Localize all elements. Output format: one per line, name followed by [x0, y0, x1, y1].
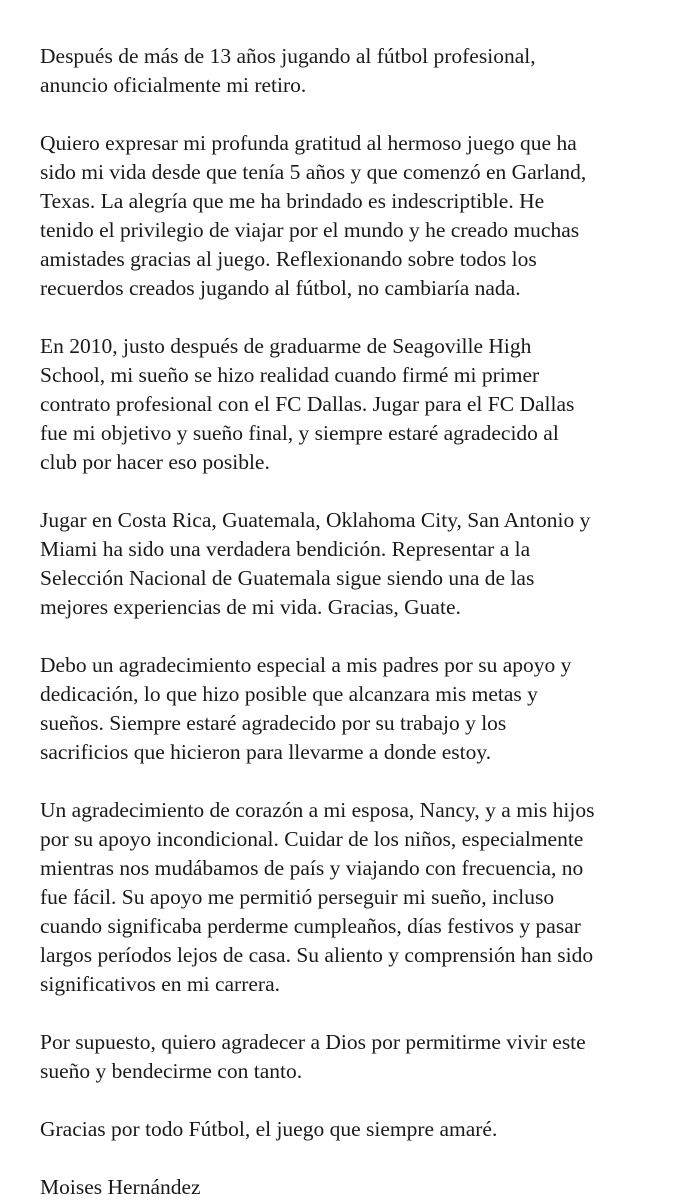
text-line: fue mi objetivo y sueño final, y siempre estaré agradecido al — [40, 421, 559, 445]
paragraph-career-clubs — [40, 506, 680, 622]
text-line: Quiero expresar mi profunda gratitud al hermoso juego que ha — [40, 131, 577, 155]
signature — [40, 1173, 680, 1202]
text-line: School, mi sueño se hizo realidad cuando firmé mi primer — [40, 363, 540, 387]
text-line: Por supuesto, quiero agradecer a Dios por permitirme vivir este — [40, 1030, 586, 1054]
text-line: sacrificios que hicieron para llevarme a donde estoy. — [40, 740, 492, 764]
signature-name: Moises Hernández — [40, 1175, 201, 1199]
paragraph-fc-dallas — [40, 332, 680, 477]
paragraph-announcement — [40, 42, 680, 100]
text-line: fue fácil. Su apoyo me permitió perseguir mi sueño, incluso — [40, 885, 555, 909]
text-line: amistades gracias al juego. Reflexionando sobre todos los — [40, 247, 537, 271]
text-line: Miami ha sido una verdadera bendición. Representar a la — [40, 537, 531, 561]
text-line: contrato profesional con el FC Dallas. Jugar para el FC Dallas — [40, 392, 575, 416]
text-line: Gracias por todo Fútbol, el juego que siempre amaré. — [40, 1117, 498, 1141]
text-line: significativos en mi carrera. — [40, 972, 280, 996]
paragraph-closing — [40, 1115, 680, 1144]
text-line: Después de más de 13 años jugando al fútbol profesional, — [40, 44, 536, 68]
retirement-letter — [40, 42, 680, 1202]
text-line: largos períodos lejos de casa. Su aliento y comprensión han sido — [40, 943, 594, 967]
text-line: Selección Nacional de Guatemala sigue siendo una de las — [40, 566, 535, 590]
text-line: Texas. La alegría que me ha brindado es indescriptible. He — [40, 189, 545, 213]
text-line: tenido el privilegio de viajar por el mundo y he creado muchas — [40, 218, 580, 242]
text-line: club por hacer eso posible. — [40, 450, 270, 474]
text-line: anuncio oficialmente mi retiro. — [40, 73, 307, 97]
paragraph-family — [40, 796, 680, 999]
text-line: Jugar en Costa Rica, Guatemala, Oklahoma City, San Antonio y — [40, 508, 591, 532]
paragraph-parents — [40, 651, 680, 767]
text-line: sido mi vida desde que tenía 5 años y que comenzó en Garland, — [40, 160, 587, 184]
text-line: sueño y bendecirme con tanto. — [40, 1059, 303, 1083]
text-line: Un agradecimiento de corazón a mi esposa, Nancy, y a mis hijos — [40, 798, 595, 822]
text-line: mientras nos mudábamos de país y viajando con frecuencia, no — [40, 856, 584, 880]
text-line: dedicación, lo que hizo posible que alcanzara mis metas y — [40, 682, 538, 706]
paragraph-gratitude — [40, 129, 680, 303]
paragraph-god — [40, 1028, 680, 1086]
text-line: recuerdos creados jugando al fútbol, no cambiaría nada. — [40, 276, 521, 300]
text-line: sueños. Siempre estaré agradecido por su trabajo y los — [40, 711, 507, 735]
text-line: por su apoyo incondicional. Cuidar de los niños, especialmente — [40, 827, 584, 851]
text-line: En 2010, justo después de graduarme de Seagoville High — [40, 334, 532, 358]
text-line: mejores experiencias de mi vida. Gracias, Guate. — [40, 595, 461, 619]
text-line: Debo un agradecimiento especial a mis padres por su apoyo y — [40, 653, 572, 677]
text-line: cuando significaba perderme cumpleaños, días festivos y pasar — [40, 914, 581, 938]
